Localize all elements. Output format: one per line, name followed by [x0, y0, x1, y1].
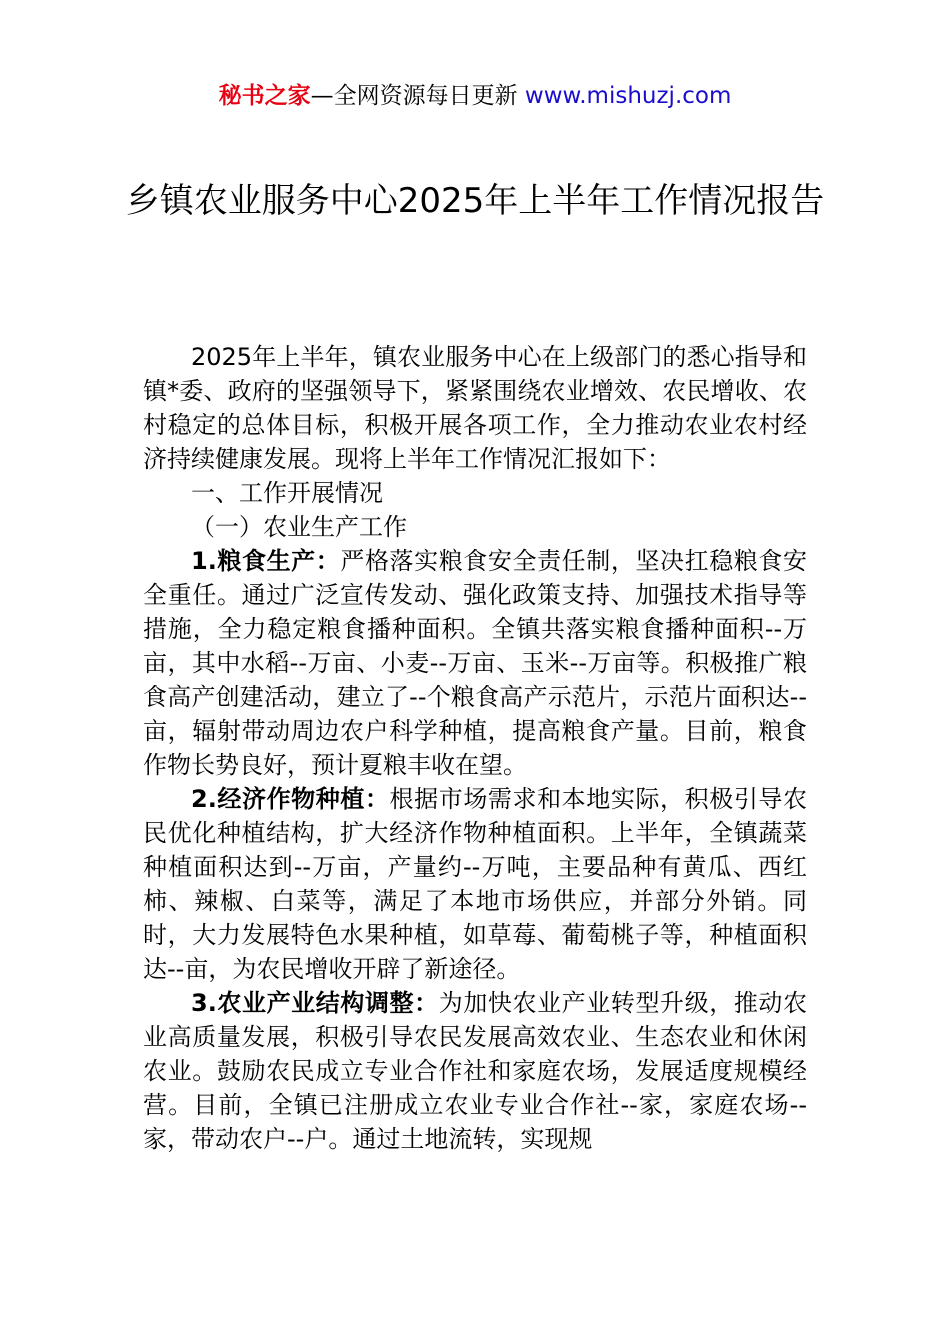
item-paragraph-restructuring — [143, 986, 807, 1156]
brand-name: 秘书之家 — [218, 83, 311, 109]
header-tagline: —全网资源每日更新 — [310, 83, 518, 109]
item-text-grain: 严格落实粮食安全责任制，坚决扛稳粮食安全重任。通过广泛宣传发动、强化政策支持、加强技术指导等措施，全力稳定粮食播种面积。全镇共落实粮食播种面积--万亩，其中水稻--万亩、小麦--万亩、玉米--万亩等。积极推广粮食高产创建活动，建立了--个粮食高产示范片，示范片面积达--亩，辐射带动周边农户科学种植，提高粮食产量。目前，粮食作物长势良好，预计夏粮丰收在望。 — [143, 547, 807, 779]
site-header — [0, 80, 950, 112]
document-body — [143, 340, 807, 1156]
item-text-cash-crops: 根据市场需求和本地实际，积极引导农民优化种植结构，扩大经济作物种植面积。上半年，全镇蔬菜种植面积达到--万亩，产量约--万吨，主要品种有黄瓜、西红柿、辣椒、白菜等，满足了本地市场供应，并部分外销。同时，大力发展特色水果种植，如草莓、葡萄桃子等，种植面积达--亩，为农民增收开辟了新途径。 — [143, 785, 807, 983]
section-heading: 一、工作开展情况 — [191, 479, 383, 507]
item-text-restructuring: 为加快农业产业转型升级，推动农业高质量发展，积极引导农民发展高效农业、生态农业和休闲农业。鼓励农民成立专业合作社和家庭农场，发展适度规模经营。目前，全镇已注册成立农业专业合作社--家，家庭农场--家，带动农户--户。通过土地流转，实现规 — [143, 989, 808, 1153]
subsection-heading: （一）农业生产工作 — [191, 513, 407, 541]
intro-paragraph: 2025年上半年，镇农业服务中心在上级部门的悉心指导和镇*委、政府的坚强领导下，紧紧围绕农业增效、农民增收、农村稳定的总体目标，积极开展各项工作，全力推动农业农村经济持续健康发展。现将上半年工作情况汇报如下： — [143, 343, 807, 473]
site-url-link[interactable]: www.mishuzj.com — [524, 83, 732, 109]
item-label-grain: 1.粮食生产： — [191, 547, 341, 575]
item-paragraph-cash-crops — [143, 782, 807, 986]
item-paragraph-grain — [143, 544, 807, 782]
item-label-restructuring: 3.农业产业结构调整： — [191, 989, 439, 1017]
document-title: 乡镇农业服务中心2025年上半年工作情况报告 — [125, 181, 825, 221]
item-label-cash-crops: 2.经济作物种植： — [191, 785, 390, 813]
